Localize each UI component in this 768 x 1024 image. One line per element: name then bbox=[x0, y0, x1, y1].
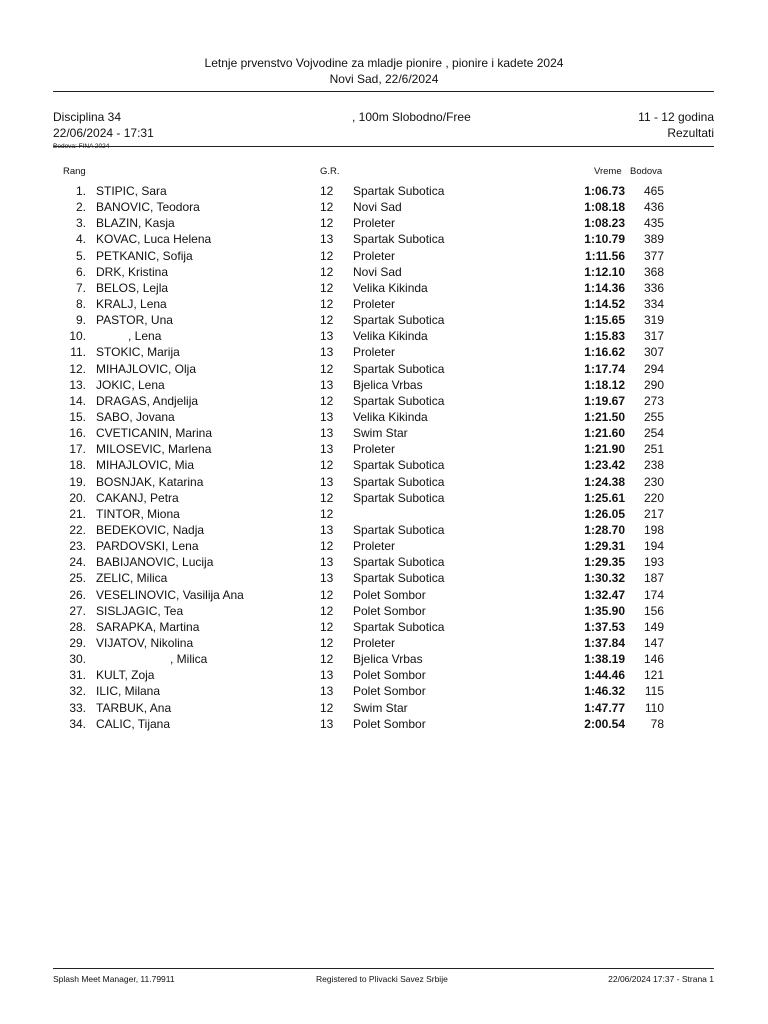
table-row bbox=[0, 652, 768, 668]
time-cell: 2:00.54 bbox=[584, 716, 625, 731]
subheader-divider bbox=[53, 146, 714, 147]
club-name: Proleter bbox=[353, 248, 396, 263]
birth-year-cell: 12 bbox=[320, 264, 334, 279]
time-cell: 1:29.31 bbox=[584, 539, 625, 554]
table-row bbox=[0, 491, 768, 507]
swimmer-name: BANOVIC, Teodora bbox=[96, 200, 200, 215]
club-name: Spartak Subotica bbox=[353, 458, 445, 473]
birth-year-cell: 12 bbox=[320, 539, 334, 554]
table-row bbox=[0, 184, 768, 200]
club-name: Proleter bbox=[353, 345, 396, 360]
swimmer-name: TINTOR, Miona bbox=[96, 506, 180, 521]
swimmer-name: STOKIC, Marija bbox=[96, 345, 180, 360]
points-cell: 78 bbox=[650, 716, 664, 731]
birth-year-cell: 12 bbox=[320, 506, 334, 521]
rank-cell: 10. bbox=[69, 329, 86, 344]
time-cell: 1:28.70 bbox=[584, 522, 625, 537]
swimmer-name: PETKANIC, Sofija bbox=[96, 248, 193, 263]
club-name: Polet Sombor bbox=[353, 587, 426, 602]
birth-year-cell: 12 bbox=[320, 587, 334, 602]
club-name: Proleter bbox=[353, 442, 396, 457]
time-cell: 1:15.65 bbox=[584, 313, 625, 328]
points-cell: 193 bbox=[643, 555, 664, 570]
swimmer-name: STIPIC, Sara bbox=[96, 184, 167, 198]
rank-cell: 14. bbox=[69, 393, 86, 408]
birth-year-cell: 12 bbox=[320, 361, 334, 376]
time-cell: 1:08.23 bbox=[584, 216, 625, 231]
rank-cell: 7. bbox=[75, 280, 86, 295]
points-cell: 146 bbox=[643, 652, 664, 667]
time-cell: 1:29.35 bbox=[584, 555, 625, 570]
club-name: Spartak Subotica bbox=[353, 393, 445, 408]
time-cell: 1:14.36 bbox=[584, 280, 625, 295]
time-cell: 1:19.67 bbox=[584, 393, 625, 408]
points-cell: 187 bbox=[643, 571, 664, 586]
club-name: Bjelica Vrbas bbox=[353, 377, 423, 392]
footer-divider bbox=[53, 968, 714, 969]
rank-cell: 33. bbox=[69, 700, 86, 715]
points-note: Bodova: FINA 2024 bbox=[53, 143, 110, 150]
time-cell: 1:11.56 bbox=[584, 248, 625, 263]
swimmer-name: PASTOR, Una bbox=[96, 313, 173, 328]
points-cell: 307 bbox=[643, 345, 664, 360]
birth-year-cell: 13 bbox=[320, 474, 334, 489]
club-name: Novi Sad bbox=[353, 200, 402, 215]
col-birth-year-header: G.R. bbox=[320, 166, 340, 177]
rank-cell: 4. bbox=[75, 232, 86, 247]
swimmer-name: DRAGAS, Andjelija bbox=[96, 393, 199, 408]
time-cell: 1:46.32 bbox=[584, 684, 625, 699]
time-cell: 1:14.52 bbox=[584, 296, 625, 311]
points-cell: 317 bbox=[643, 329, 664, 344]
rank-cell: 19. bbox=[69, 474, 86, 489]
points-cell: 220 bbox=[643, 490, 664, 505]
table-row bbox=[0, 362, 768, 378]
birth-year-cell: 12 bbox=[320, 216, 334, 231]
rank-cell: 2. bbox=[75, 200, 86, 215]
club-name: Spartak Subotica bbox=[353, 619, 445, 634]
results-label: Rezultati bbox=[667, 126, 714, 140]
points-cell: 294 bbox=[643, 361, 664, 376]
table-row bbox=[0, 345, 768, 361]
swimmer-name: , Lena bbox=[128, 329, 162, 344]
swimmer-name: DRK, Kristina bbox=[96, 264, 169, 279]
birth-year-cell: 12 bbox=[320, 700, 334, 715]
footer-registered: Registered to Plivacki Savez Srbije bbox=[316, 974, 448, 984]
table-row bbox=[0, 668, 768, 684]
table-row bbox=[0, 701, 768, 717]
club-name: Polet Sombor bbox=[353, 716, 426, 731]
club-name: Swim Star bbox=[353, 700, 408, 715]
club-name: Polet Sombor bbox=[353, 603, 426, 618]
points-cell: 255 bbox=[643, 409, 664, 424]
rank-cell: 34. bbox=[69, 716, 86, 731]
swimmer-name: SARAPKA, Martina bbox=[96, 619, 200, 634]
time-cell: 1:37.84 bbox=[584, 635, 625, 650]
swimmer-name: SISLJAGIC, Tea bbox=[96, 603, 184, 618]
swimmer-name: KULT, Zoja bbox=[96, 668, 155, 683]
club-name: Proleter bbox=[353, 539, 396, 554]
time-cell: 1:15.83 bbox=[584, 329, 625, 344]
points-cell: 377 bbox=[643, 248, 664, 263]
birth-year-cell: 13 bbox=[320, 684, 334, 699]
table-row bbox=[0, 539, 768, 555]
points-cell: 336 bbox=[643, 280, 664, 295]
table-row bbox=[0, 232, 768, 248]
swimmer-name: BABIJANOVIC, Lucija bbox=[96, 555, 214, 570]
birth-year-cell: 13 bbox=[320, 329, 334, 344]
table-row bbox=[0, 604, 768, 620]
club-name: Velika Kikinda bbox=[353, 329, 428, 344]
rank-cell: 13. bbox=[69, 377, 86, 392]
birth-year-cell: 13 bbox=[320, 555, 334, 570]
rank-cell: 20. bbox=[69, 490, 86, 505]
club-name: Novi Sad bbox=[353, 264, 402, 279]
points-cell: 436 bbox=[643, 200, 664, 215]
birth-year-cell: 12 bbox=[320, 313, 334, 328]
table-row bbox=[0, 636, 768, 652]
club-name: Spartak Subotica bbox=[353, 232, 445, 247]
table-row bbox=[0, 313, 768, 329]
club-name: Swim Star bbox=[353, 426, 408, 441]
birth-year-cell: 12 bbox=[320, 490, 334, 505]
swimmer-name: SABO, Jovana bbox=[96, 409, 175, 424]
rank-cell: 25. bbox=[69, 571, 86, 586]
rank-cell: 23. bbox=[69, 539, 86, 554]
table-row bbox=[0, 378, 768, 394]
rank-cell: 31. bbox=[69, 668, 86, 683]
col-points-header: Bodova bbox=[630, 166, 663, 177]
rank-cell: 1. bbox=[75, 184, 86, 198]
birth-year-cell: 12 bbox=[320, 248, 334, 263]
club-name: Proleter bbox=[353, 216, 396, 231]
swimmer-name: CALIC, Tijana bbox=[96, 716, 171, 731]
points-cell: 290 bbox=[643, 377, 664, 392]
time-cell: 1:24.38 bbox=[584, 474, 625, 489]
rank-cell: 16. bbox=[69, 426, 86, 441]
time-cell: 1:30.32 bbox=[584, 571, 625, 586]
points-cell: 254 bbox=[643, 426, 664, 441]
rank-cell: 26. bbox=[69, 587, 86, 602]
table-row bbox=[0, 475, 768, 491]
time-cell: 1:44.46 bbox=[584, 668, 625, 683]
time-cell: 1:12.10 bbox=[584, 264, 625, 279]
points-cell: 147 bbox=[643, 635, 664, 650]
birth-year-cell: 12 bbox=[320, 393, 334, 408]
table-row bbox=[0, 410, 768, 426]
birth-year-cell: 12 bbox=[320, 280, 334, 295]
time-cell: 1:21.60 bbox=[584, 426, 625, 441]
birth-year-cell: 12 bbox=[320, 652, 334, 667]
birth-year-cell: 13 bbox=[320, 377, 334, 392]
rank-cell: 11. bbox=[70, 345, 86, 360]
points-cell: 273 bbox=[643, 393, 664, 408]
birth-year-cell: 12 bbox=[320, 200, 334, 215]
swimmer-name: VIJATOV, Nikolina bbox=[96, 635, 194, 650]
event-datetime: 22/06/2024 - 17:31 bbox=[53, 126, 154, 140]
points-cell: 334 bbox=[643, 296, 664, 311]
table-row bbox=[0, 394, 768, 410]
table-row bbox=[0, 523, 768, 539]
swimmer-name: KRALJ, Lena bbox=[96, 296, 167, 311]
footer-software: Splash Meet Manager, 11.79911 bbox=[53, 974, 175, 984]
table-row bbox=[0, 588, 768, 604]
points-cell: 238 bbox=[643, 458, 664, 473]
time-cell: 1:35.90 bbox=[584, 603, 625, 618]
rank-cell: 22. bbox=[69, 522, 86, 537]
club-name: Polet Sombor bbox=[353, 668, 426, 683]
club-name: Spartak Subotica bbox=[353, 555, 445, 570]
points-cell: 251 bbox=[643, 442, 664, 457]
club-name: Spartak Subotica bbox=[353, 522, 445, 537]
swimmer-name: MIHAJLOVIC, Olja bbox=[96, 361, 197, 376]
table-row bbox=[0, 442, 768, 458]
event-name: , 100m Slobodno/Free bbox=[352, 110, 471, 124]
rank-cell: 15. bbox=[69, 409, 86, 424]
time-cell: 1:21.50 bbox=[584, 409, 625, 424]
swimmer-name: , Milica bbox=[170, 652, 208, 667]
time-cell: 1:21.90 bbox=[584, 442, 625, 457]
time-cell: 1:32.47 bbox=[584, 587, 625, 602]
time-cell: 1:47.77 bbox=[584, 700, 625, 715]
points-cell: 198 bbox=[643, 522, 664, 537]
table-row bbox=[0, 281, 768, 297]
rank-cell: 3. bbox=[75, 216, 86, 231]
club-name: Polet Sombor bbox=[353, 684, 426, 699]
points-cell: 149 bbox=[643, 619, 664, 634]
birth-year-cell: 12 bbox=[320, 619, 334, 634]
points-cell: 230 bbox=[643, 474, 664, 489]
table-row bbox=[0, 249, 768, 265]
rank-cell: 24. bbox=[69, 555, 86, 570]
table-row bbox=[0, 297, 768, 313]
swimmer-name: ZELIC, Milica bbox=[96, 571, 168, 586]
club-name: Spartak Subotica bbox=[353, 474, 445, 489]
swimmer-name: ILIC, Milana bbox=[96, 684, 161, 699]
swimmer-name: TARBUK, Ana bbox=[96, 700, 172, 715]
points-cell: 194 bbox=[643, 539, 664, 554]
swimmer-name: CVETICANIN, Marina bbox=[96, 426, 213, 441]
club-name: Proleter bbox=[353, 635, 396, 650]
table-row bbox=[0, 329, 768, 345]
swimmer-name: BOSNJAK, Katarina bbox=[96, 474, 204, 489]
club-name: Proleter bbox=[353, 296, 396, 311]
rank-cell: 29. bbox=[69, 635, 86, 650]
time-cell: 1:18.12 bbox=[584, 377, 625, 392]
meet-place-date: Novi Sad, 22/6/2024 bbox=[329, 72, 439, 86]
rank-cell: 18. bbox=[69, 458, 86, 473]
swimmer-name: JOKIC, Lena bbox=[96, 377, 165, 392]
birth-year-cell: 13 bbox=[320, 345, 334, 360]
table-row bbox=[0, 571, 768, 587]
time-cell: 1:10.79 bbox=[584, 232, 625, 247]
header-divider bbox=[53, 91, 714, 92]
meet-title: Letnje prvenstvo Vojvodine za mladje pionire , pionire i kadete 2024 bbox=[204, 56, 564, 70]
birth-year-cell: 13 bbox=[320, 409, 334, 424]
club-name: Bjelica Vrbas bbox=[353, 652, 423, 667]
time-cell: 1:38.19 bbox=[584, 652, 625, 667]
table-row bbox=[0, 507, 768, 523]
table-row bbox=[0, 684, 768, 700]
time-cell: 1:26.05 bbox=[584, 506, 625, 521]
birth-year-cell: 13 bbox=[320, 522, 334, 537]
rank-cell: 30. bbox=[69, 652, 86, 667]
points-cell: 110 bbox=[644, 700, 664, 715]
rank-cell: 32. bbox=[69, 684, 86, 699]
swimmer-name: PARDOVSKI, Lena bbox=[96, 539, 199, 554]
points-cell: 217 bbox=[643, 506, 664, 521]
birth-year-cell: 13 bbox=[320, 426, 334, 441]
time-cell: 1:37.53 bbox=[584, 619, 625, 634]
table-row bbox=[0, 265, 768, 281]
rank-cell: 27. bbox=[69, 603, 86, 618]
points-cell: 115 bbox=[644, 684, 664, 699]
club-name: Spartak Subotica bbox=[353, 361, 445, 376]
club-name: Spartak Subotica bbox=[353, 184, 445, 198]
swimmer-name: VESELINOVIC, Vasilija Ana bbox=[96, 587, 244, 602]
rank-cell: 12. bbox=[69, 361, 86, 376]
table-row bbox=[0, 458, 768, 474]
swimmer-name: MIHAJLOVIC, Mia bbox=[96, 458, 195, 473]
col-rank-header: Rang bbox=[63, 166, 86, 177]
col-time-header: Vreme bbox=[594, 166, 622, 177]
club-name: Velika Kikinda bbox=[353, 409, 428, 424]
birth-year-cell: 12 bbox=[320, 635, 334, 650]
swimmer-name: BELOS, Lejla bbox=[96, 280, 169, 295]
birth-year-cell: 12 bbox=[320, 184, 334, 198]
birth-year-cell: 13 bbox=[320, 668, 334, 683]
points-cell: 174 bbox=[643, 587, 664, 602]
table-row bbox=[0, 555, 768, 571]
birth-year-cell: 13 bbox=[320, 716, 334, 731]
points-cell: 465 bbox=[643, 184, 664, 198]
table-row bbox=[0, 426, 768, 442]
table-row bbox=[0, 717, 768, 733]
rank-cell: 6. bbox=[75, 264, 86, 279]
footer-page-info: 22/06/2024 17:37 - Strana 1 bbox=[608, 974, 714, 984]
birth-year-cell: 12 bbox=[320, 296, 334, 311]
swimmer-name: BLAZIN, Kasja bbox=[96, 216, 175, 231]
swimmer-name: CAKANJ, Petra bbox=[96, 490, 179, 505]
table-row bbox=[0, 620, 768, 636]
swimmer-name: BEDEKOVIC, Nadja bbox=[96, 522, 205, 537]
table-row bbox=[0, 216, 768, 232]
birth-year-cell: 13 bbox=[320, 442, 334, 457]
birth-year-cell: 12 bbox=[320, 603, 334, 618]
time-cell: 1:17.74 bbox=[584, 361, 625, 376]
rank-cell: 5. bbox=[75, 248, 86, 263]
points-cell: 435 bbox=[643, 216, 664, 231]
time-cell: 1:08.18 bbox=[584, 200, 625, 215]
time-cell: 1:16.62 bbox=[584, 345, 625, 360]
points-cell: 319 bbox=[643, 313, 664, 328]
club-name: Spartak Subotica bbox=[353, 571, 445, 586]
club-name: Spartak Subotica bbox=[353, 490, 445, 505]
swimmer-name: KOVAC, Luca Helena bbox=[96, 232, 212, 247]
points-cell: 368 bbox=[643, 264, 664, 279]
birth-year-cell: 13 bbox=[320, 571, 334, 586]
rank-cell: 28. bbox=[69, 619, 86, 634]
club-name: Velika Kikinda bbox=[353, 280, 428, 295]
points-cell: 156 bbox=[643, 603, 664, 618]
points-cell: 389 bbox=[643, 232, 664, 247]
rank-cell: 21. bbox=[69, 506, 86, 521]
birth-year-cell: 12 bbox=[320, 458, 334, 473]
birth-year-cell: 13 bbox=[320, 232, 334, 247]
discipline-label: Disciplina 34 bbox=[53, 110, 122, 124]
rank-cell: 9. bbox=[75, 313, 86, 328]
club-name: Spartak Subotica bbox=[353, 313, 445, 328]
results-table bbox=[0, 184, 768, 733]
time-cell: 1:06.73 bbox=[584, 184, 625, 198]
time-cell: 1:25.61 bbox=[584, 490, 625, 505]
time-cell: 1:23.42 bbox=[584, 458, 625, 473]
swimmer-name: MILOSEVIC, Marlena bbox=[96, 442, 212, 457]
rank-cell: 17. bbox=[69, 442, 86, 457]
rank-cell: 8. bbox=[75, 296, 86, 311]
points-cell: 121 bbox=[643, 668, 664, 683]
table-row bbox=[0, 200, 768, 216]
age-group: 11 - 12 godina bbox=[638, 110, 714, 124]
